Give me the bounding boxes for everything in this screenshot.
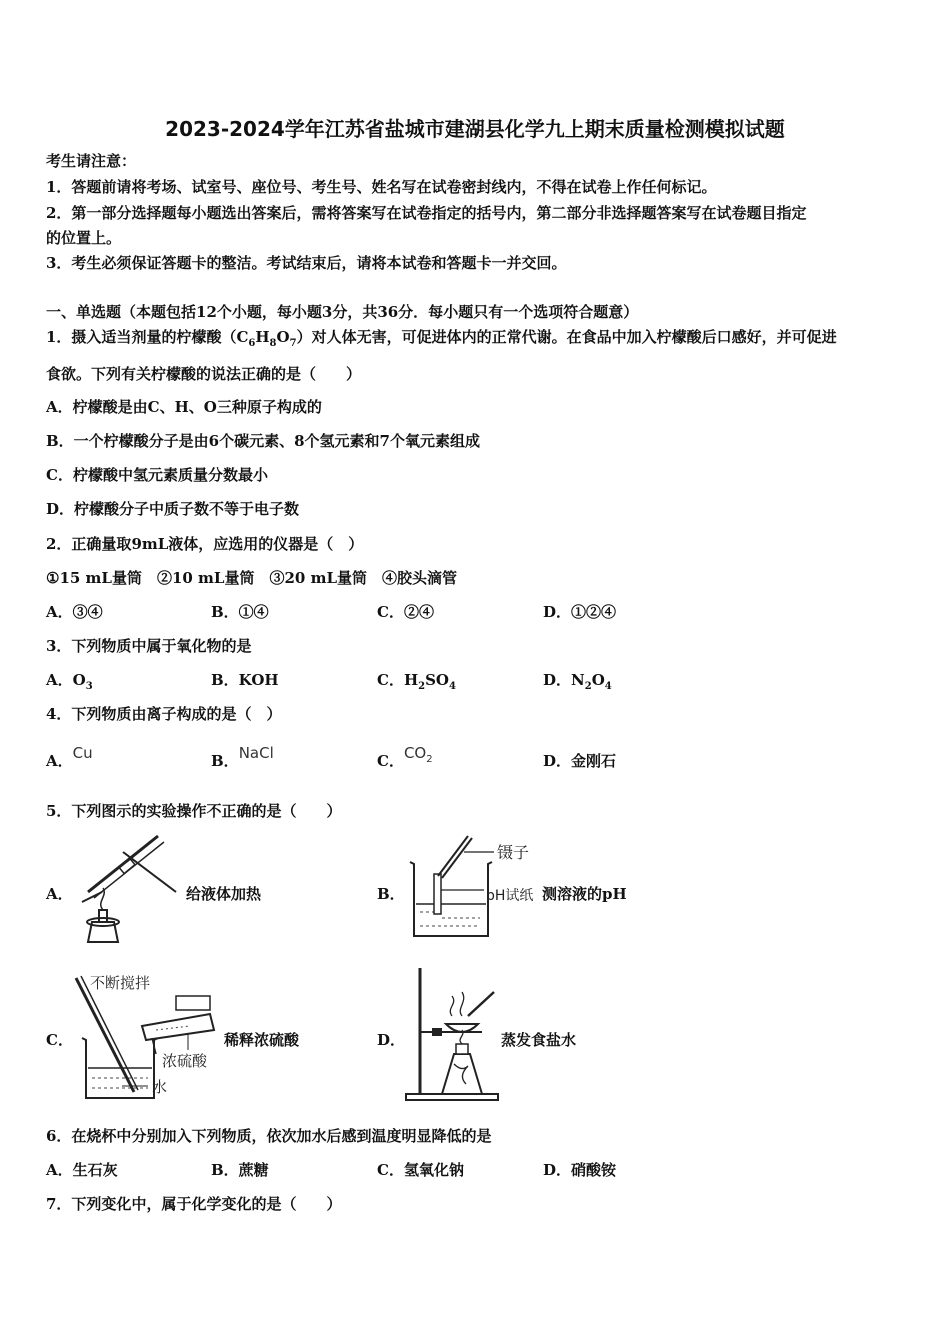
q2-option-c: C．②④ [377,603,434,621]
notice-heading: 考生请注意： [46,152,137,170]
q3-option-c: C．$H_2SO_4$ [377,671,456,692]
q5-option-c-label: C． [46,1031,73,1049]
q3-option-b: B．KOH [211,671,279,689]
q4-option-b: B．NaCl [211,744,274,770]
q5-option-d-label: D． [377,1031,406,1049]
page-title: 2023-2024学年江苏省盐城市建湖县化学九上期末质量检测模拟试题 [165,117,785,141]
q6-option-c: C．氢氧化钠 [377,1161,464,1179]
notice-item-3: 3．考生必须保证答题卡的整洁。考试结束后，请将本试卷和答题卡一并交回。 [46,254,567,272]
q4-option-d: D．金刚石 [543,752,617,770]
q2-stem: 2．正确量取9mL液体，应选用的仪器是（ ） [46,535,364,553]
notice-item-2-cont: 的位置上。 [46,229,122,247]
q1-stem-line1: 1．摄入适当剂量的柠檬酸$(C_6H_8O_7)$对人体无害，可促进体内的正常代谢。在食品中加入柠檬酸后口感好，并可促进 [46,328,837,349]
q5-option-a-label: A． [46,885,73,903]
q1-stem-line2: 食欲。下列有关柠檬酸的说法正确的是（ ） [46,365,362,383]
q2-items: ①15 mL量筒 ②10 mL量筒 ③20 mL量筒 ④胶头滴管 [46,569,457,587]
stir-label: 不断搅拌 [90,974,151,992]
heat-liquid-figure [68,832,183,944]
q6-option-d: D．硝酸铵 [543,1161,617,1179]
section-heading: 一、单选题（本题包括12个小题，每小题3分，共36分．每小题只有一个选项符合题意） [46,303,639,321]
q5-option-a-desc: 给液体加热 [186,885,262,903]
q2-option-d: D．①②④ [543,603,617,621]
q2-option-b: B．①④ [211,603,269,621]
q5-option-d-desc: 蒸发食盐水 [501,1031,577,1049]
q5-option-b-desc: 测溶液的pH [542,885,627,903]
ph-paper-label: pH试纸 [486,888,534,904]
notice-item-2: 2．第一部分选择题每小题选出答案后，需将答案写在试卷指定的括号内，第二部分非选择题答案写在试卷题目指定 [46,204,807,222]
q2-option-a: A．③④ [46,603,103,621]
q1-option-b: B．一个柠檬酸分子是由6个碳元素、8个氢元素和7个氧元素组成 [46,432,480,450]
q6-option-a: A．生石灰 [46,1161,118,1179]
q3-stem: 3．下列物质中属于氧化物的是 [46,637,252,655]
q4-option-a: A．Cu [46,744,93,770]
water-label: 水 [152,1078,168,1096]
q5-option-c-desc: 稀释浓硫酸 [224,1031,300,1049]
q3-option-d: D．$N_2O_4$ [543,671,612,692]
q1-option-a: A．柠檬酸是由C、H、O三种原子构成的 [46,398,322,416]
tweezers-label: 镊子 [497,843,530,862]
notice-item-1: 1．答题前请将考场、试室号、座位号、考生号、姓名写在试卷密封线内，不得在试卷上作任何标记。 [46,178,717,196]
q5-stem: 5．下列图示的实验操作不正确的是（ ） [46,802,342,820]
q1-option-d: D．柠檬酸分子中质子数不等于电子数 [46,500,300,518]
q4-option-c: C．$CO_2$ [377,744,433,770]
acid-label: 浓硫酸 [162,1052,208,1070]
ph-test-figure [402,832,542,942]
q5-option-b-label: B． [377,885,405,903]
dilute-acid-figure [70,968,230,1106]
evaporate-figure [402,964,502,1104]
q3-option-a: A．$O_3$ [46,671,93,692]
q6-option-b: B．蔗糖 [211,1161,269,1179]
q1-option-c: C．柠檬酸中氢元素质量分数最小 [46,466,268,484]
q7-stem: 7．下列变化中，属于化学变化的是（ ） [46,1195,342,1213]
q4-stem: 4．下列物质由离子构成的是（ ） [46,705,282,723]
q6-stem: 6．在烧杯中分别加入下列物质，依次加水后感到温度明显降低的是 [46,1127,492,1145]
